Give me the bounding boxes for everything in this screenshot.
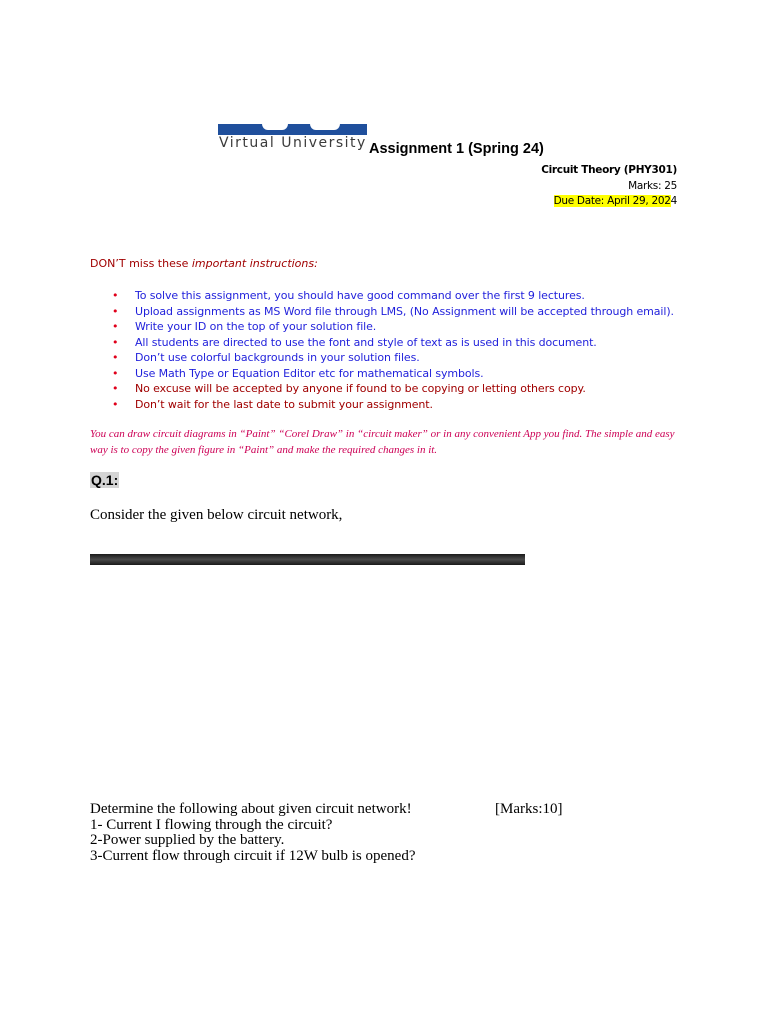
circuit-figure-placeholder [90, 554, 525, 565]
due-date-rest: 4 [670, 195, 677, 207]
instructions-heading [90, 257, 318, 270]
instructions-heading-emphasis: important instructions: [191, 257, 318, 270]
instruction-item: • All students are directed to use the font and style of text as is used in this document. [112, 335, 692, 351]
logo-mark [218, 124, 367, 135]
question-part: 3-Current flow through circuit if 12W bulb is opened? [90, 848, 416, 864]
question-prompt: Determine the following about given circuit network! [90, 801, 412, 817]
total-marks: Marks: 25 [628, 180, 677, 192]
diagram-tools-note: You can draw circuit diagrams in “Paint” “Corel Draw” in “circuit maker” or in any convenient App you find. The simple and easy way is to copy the given figure in “Paint” and make the required changes in it. [90, 428, 675, 456]
instructions-heading-plain: DON’T miss these [90, 257, 192, 270]
instruction-item: • Write your ID on the top of your solution file. [112, 319, 692, 335]
instruction-item: • No excuse will be accepted by anyone if found to be copying or letting others copy. [112, 381, 692, 397]
instruction-item: • Upload assignments as MS Word file through LMS, (No Assignment will be accepted through email). [112, 304, 692, 320]
question-label: Q.1: [91, 472, 119, 488]
instruction-item: • Use Math Type or Equation Editor etc for mathematical symbols. [112, 366, 692, 382]
due-date-highlighted: Due Date: April 29, 202 [553, 195, 671, 207]
question-marks: [Marks:10] [495, 801, 563, 817]
logo-text: Virtual University [219, 135, 367, 151]
instructions-list [112, 288, 692, 412]
question-part: 1- Current I flowing through the circuit? [90, 817, 333, 833]
virtual-university-logo [218, 124, 368, 152]
assignment-title: Assignment 1 (Spring 24) [369, 141, 544, 157]
instruction-item: • Don’t wait for the last date to submit your assignment. [112, 397, 692, 413]
instruction-item: • To solve this assignment, you should have good command over the first 9 lectures. [112, 288, 692, 304]
question-part: 2-Power supplied by the battery. [90, 832, 285, 848]
instruction-item: • Don’t use colorful backgrounds in your solution files. [112, 350, 692, 366]
question-intro: Consider the given below circuit network, [90, 507, 343, 523]
due-date [554, 195, 677, 207]
course-name: Circuit Theory (PHY301) [541, 164, 677, 176]
